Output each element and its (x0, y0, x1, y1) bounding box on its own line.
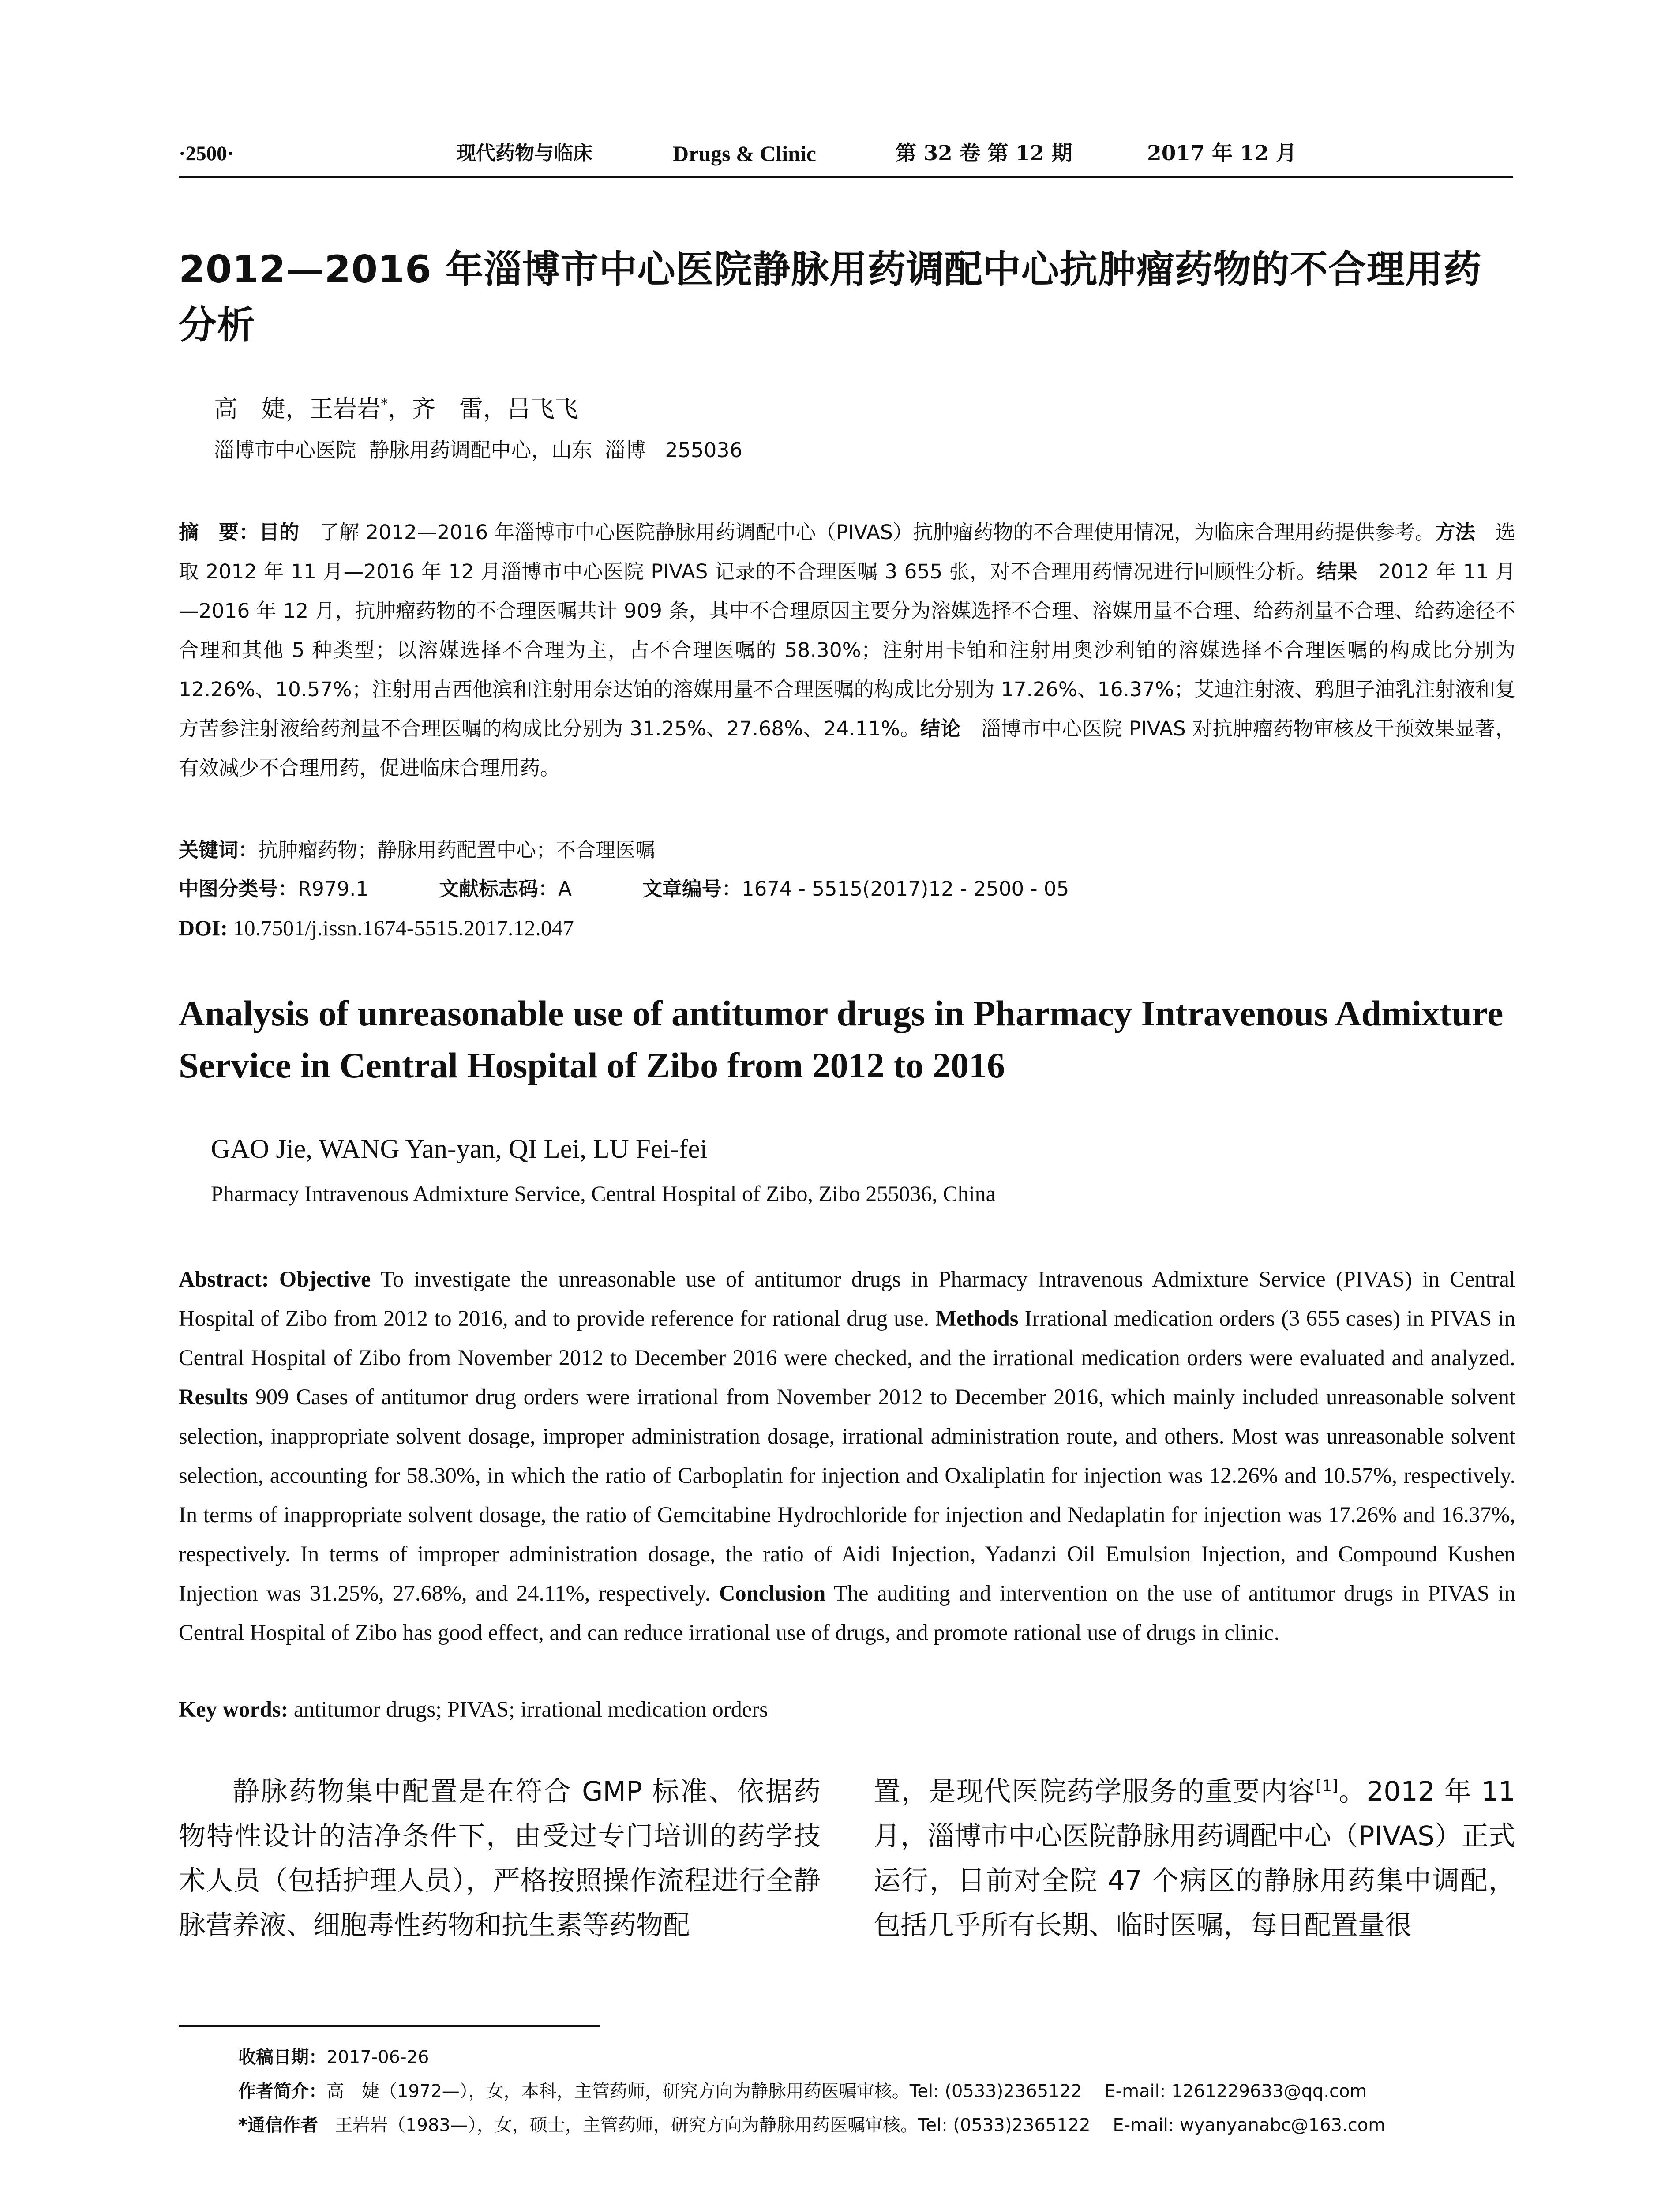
body-column-right (874, 1769, 1515, 1947)
keywords-cn (179, 837, 655, 864)
received-label: 收稿日期： (238, 2047, 326, 2067)
article-no-label: 文章编号： (642, 877, 742, 900)
abstract-en (179, 1260, 1515, 1652)
header-rule (179, 176, 1513, 178)
objective-text-cn: 了解 2012—2016 年淄博市中心医院静脉用药调配中心（PIVAS）抗肿瘤药物的不合理使用情况，为临床合理用药提供参考。 (299, 521, 1435, 544)
results-text-cn: 2012 年 11 月—2016 年 12 月，抗肿瘤药物的不合理医嘱共计 909 条，其中不合理原因主要分为溶媒选择不合理、溶媒用量不合理、给药剂量不合理、给药途径不合理和其他 5 种类型；以溶媒选择不合理为主，占不合理医嘱的 58.30%；注射用卡铂和注射用奥沙利铂的溶媒选择不合理医嘱的构成比分别为 12.26%、10.57%；注射用吉西他滨和注射用奈达铂的溶媒用量不合理医嘱的构成比分别为 17.26%、16.37%；艾迪注射液、鸦胆子油乳注射液和复方苦参注射液给药剂量不合理医嘱的构成比分别为 31.25%、27.68%、24.11%。 (179, 560, 1515, 740)
keywords-cn-label: 关键词： (179, 838, 259, 862)
bio-label: 作者简介： (238, 2081, 326, 2101)
keywords-cn-text: 抗肿瘤药物；静脉用药配置中心；不合理医嘱 (258, 838, 656, 862)
page-number: ·2500· (179, 142, 234, 165)
body-right-text-b: 。2012 年 11 月，淄博市中心医院静脉用药调配中心（PIVAS）正式运行，目前对全院 47 个病区的静脉用药集中调配，包括几乎所有长期、临时医嘱，每日配置量很 (874, 1776, 1515, 1941)
footnote-corresponding (238, 2113, 1385, 2138)
doc-code-value: A (558, 877, 572, 900)
authors-en: GAO Jie, WANG Yan-yan, QI Lei, LU Fei-fei (211, 1134, 708, 1164)
affiliation-cn: 淄博市中心医院 静脉用药调配中心，山东 淄博 255036 (214, 438, 742, 462)
methods-text-en: Irrational medication orders (3 655 cases) in PIVAS in Central Hospital of Zibo from November 2012 to December 2016 were checked, and the irrational medication orders were evaluated and analyzed. (179, 1306, 1515, 1370)
clc-value: R979.1 (298, 877, 369, 900)
keywords-en-label: Key words: (179, 1697, 289, 1722)
keywords-en-text: antitumor drugs; PIVAS; irrational medication orders (288, 1697, 768, 1722)
results-label-en: Results (179, 1384, 248, 1409)
conclusion-label-en: Conclusion (719, 1581, 826, 1606)
conclusion-label-cn: 结论 (920, 717, 961, 740)
clc-label: 中图分类号： (179, 877, 298, 900)
doc-code-label: 文献标志码： (439, 877, 559, 900)
abstract-cn (179, 513, 1515, 788)
article-no-value: 1674 - 5515(2017)12 - 2500 - 05 (741, 877, 1069, 900)
abstract-cn-label: 摘 要： (179, 521, 259, 544)
running-header (179, 140, 1513, 167)
bio-text: 高 婕（1972—），女，本科，主管药师，研究方向为静脉用药医嘱审核。Tel: (0533)2365122 E-mail: 1261229633@qq.com (326, 2081, 1367, 2101)
journal-name-cn: 现代药物与临床 (457, 142, 592, 165)
footnote-received (238, 2045, 429, 2070)
methods-label-en: Methods (935, 1306, 1019, 1331)
received-date: 2017-06-26 (326, 2047, 429, 2067)
journal-name-en: Drugs & Clinic (673, 141, 816, 166)
affiliation-en: Pharmacy Intravenous Admixture Service, Central Hospital of Zibo, Zibo 255036, China (211, 1181, 996, 1206)
authors-cn (214, 388, 578, 424)
article-title-cn: 2012—2016 年淄博市中心医院静脉用药调配中心抗肿瘤药物的不合理用药分析 (179, 248, 1482, 347)
article-title-en: Analysis of unreasonable use of antitumor drugs in Pharmacy Intravenous Admixture Service in Central Hospital of Zibo from 2012 to 2016 (179, 993, 1504, 1085)
results-label-cn: 结果 (1316, 560, 1358, 583)
authors-cn-rest: ，齐 雷，吕飞飞 (388, 395, 578, 423)
footnote-rule (179, 2025, 600, 2027)
conclusion-text-en: The auditing and intervention on the use of antitumor drugs in PIVAS in Central Hospital of Zibo has good effect, and can reduce irrational use of drugs, and promote rational use of drugs in clinic. (179, 1581, 1516, 1645)
classification-line (179, 875, 1069, 903)
footnote-author-bio (238, 2079, 1367, 2104)
doi-value: 10.7501/j.issn.1674-5515.2017.12.047 (228, 915, 574, 940)
volume-issue: 第 32 卷 第 12 期 (896, 141, 1072, 165)
objective-label-cn: 目的 (259, 521, 300, 544)
abstract-en-label: Abstract: (179, 1267, 269, 1291)
conclusion-text-cn: 淄博市中心医院 PIVAS 对抗肿瘤药物审核及干预效果显著，有效减少不合理用药，促进临床合理用药。 (179, 717, 1515, 780)
authors-cn-first: 高 婕，王岩岩 (214, 395, 381, 423)
keywords-en (179, 1695, 768, 1723)
methods-label-cn: 方法 (1435, 521, 1475, 544)
doi-label: DOI: (179, 915, 228, 940)
corresponding-mark: * (381, 395, 388, 412)
issue-date: 2017 年 12 月 (1147, 141, 1297, 165)
corr-label: *通信作者 (238, 2115, 318, 2135)
corr-text: 王岩岩（1983—），女，硕士，主管药师，研究方向为静脉用药医嘱审核。Tel: (0533)2365122 E-mail: wyanyanabc@163.com (318, 2115, 1386, 2135)
objective-label-en: Objective (279, 1267, 371, 1291)
citation-ref[interactable]: [1] (1316, 1777, 1339, 1795)
body-right-text-a: 置，是现代医院药学服务的重要内容 (874, 1776, 1316, 1807)
doi-line (179, 914, 574, 942)
methods-text-cn: 选取 2012 年 11 月—2016 年 12 月淄博市中心医院 PIVAS 记录的不合理医嘱 3 655 张，对不合理用药情况进行回顾性分析。 (179, 521, 1515, 583)
objective-text-en: To investigate the unreasonable use of antitumor drugs in Pharmacy Intravenous Admixture Service (PIVAS) in Central Hospital of Zibo from 2012 to 2016, and to provide reference for rational drug use. (179, 1267, 1516, 1331)
body-column-left: 静脉药物集中配置是在符合 GMP 标准、依据药物特性设计的洁净条件下，由受过专门培训的药学技术人员（包括护理人员），严格按照操作流程进行全静脉营养液、细胞毒性药物和抗生素等药物配 (179, 1776, 821, 1941)
results-text-en: 909 Cases of antitumor drug orders were irrational from November 2012 to December 2016, which mainly included unreasonable solvent selection, inappropriate solvent dosage, improper administration dosage, irrational administration route, and others. Most was unreasonable solvent selection, accounting for 58.30%, in which the ratio of Carboplatin for injection and Oxaliplatin for injection was 12.26% and 10.57%, respectively. In terms of inappropriate solvent dosage, the ratio of Gemcitabine Hydrochloride for injection and Nedaplatin for injection was 17.26% and 16.37%, respectively. In terms of improper administration dosage, the ratio of Aidi Injection, Yadanzi Oil Emulsion Injection, and Compound Kushen Injection was 31.25%, 27.68%, and 24.11%, respectively. (179, 1384, 1515, 1606)
